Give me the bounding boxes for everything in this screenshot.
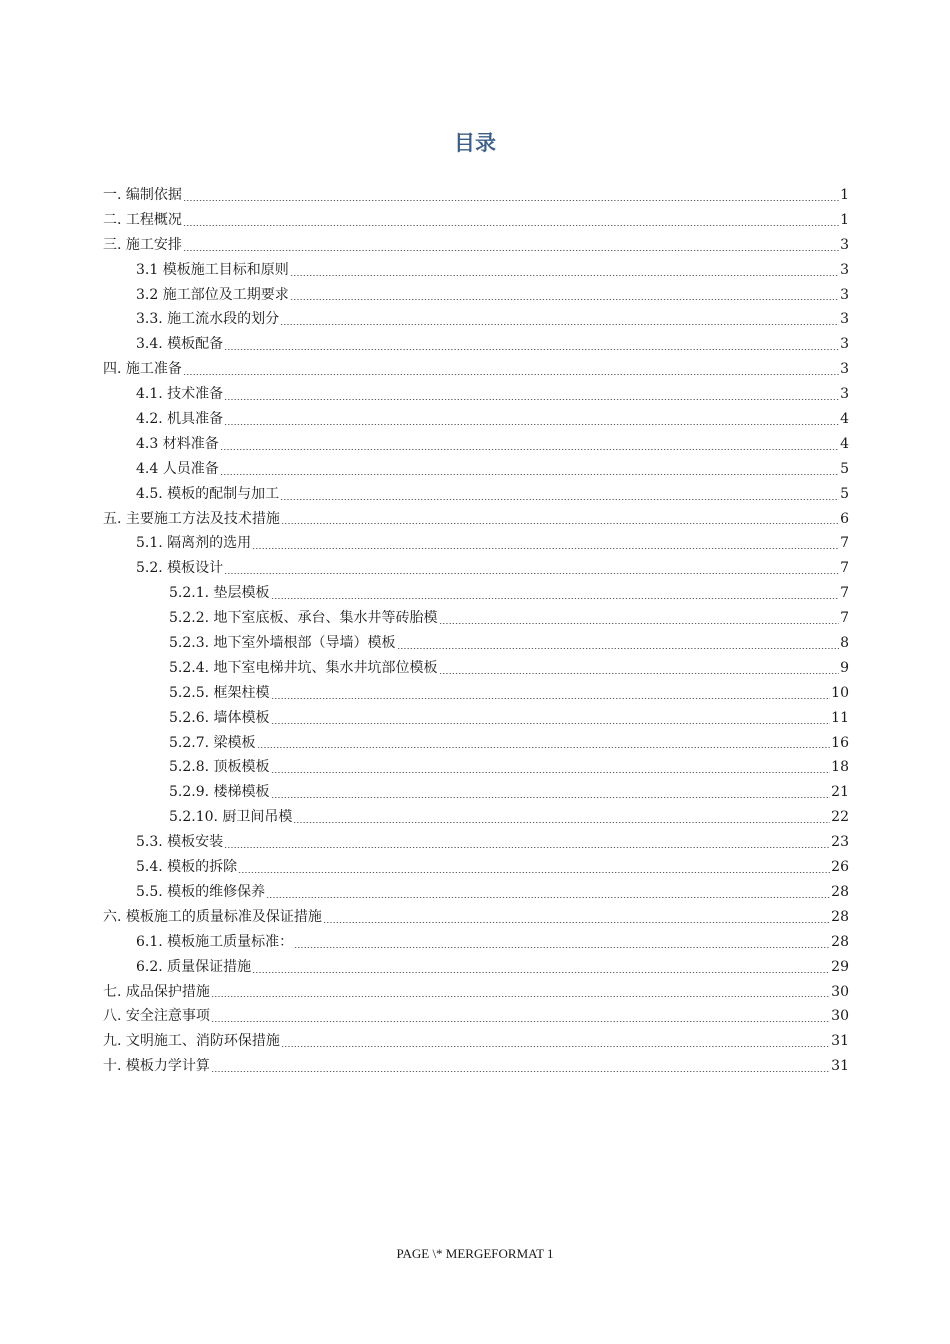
toc-entry-page-number: 30	[831, 983, 849, 1000]
toc-dot-leader	[257, 747, 831, 748]
toc-dot-leader	[439, 623, 840, 624]
toc-dot-leader	[281, 1046, 830, 1047]
toc-entry[interactable]	[103, 332, 849, 357]
toc-dot-leader	[281, 523, 839, 524]
toc-dot-leader	[252, 548, 839, 549]
toc-dot-leader	[224, 847, 830, 848]
toc-entry-page-number: 1	[840, 187, 849, 203]
toc-entry[interactable]	[103, 780, 849, 805]
toc-entry-label: 5.2.8. 顶板模板	[169, 759, 270, 776]
toc-entry-label: 八. 安全注意事项	[103, 1008, 210, 1025]
toc-entry-label: 5.1. 隔离剂的选用	[136, 535, 252, 552]
toc-dot-leader	[293, 822, 830, 823]
toc-dot-leader	[224, 573, 839, 574]
toc-entry[interactable]	[103, 556, 849, 581]
toc-entry-label: 4.5. 模板的配制与加工	[136, 485, 280, 502]
toc-entry-page-number: 5	[840, 485, 849, 502]
toc-entry[interactable]	[103, 382, 849, 407]
toc-entry-label: 十. 模板力学计算	[103, 1058, 210, 1075]
toc-entry-page-number: 16	[831, 734, 849, 751]
toc-dot-leader	[183, 200, 839, 201]
toc-entry-page-number: 28	[831, 883, 849, 900]
toc-entry-page-number: 3	[840, 286, 849, 303]
toc-dot-leader	[271, 698, 831, 699]
toc-entry[interactable]	[103, 307, 849, 332]
toc-dot-leader	[323, 922, 830, 923]
toc-entry-label: 一. 编制依据	[103, 187, 182, 203]
toc-entry[interactable]	[103, 830, 849, 855]
toc-entry[interactable]	[103, 233, 849, 258]
toc-dot-leader	[290, 275, 839, 276]
toc-entry-label: 5.2.2. 地下室底板、承台、集水井等砖胎模	[169, 610, 438, 627]
toc-entry-label: 6.1. 模板施工质量标准：	[136, 933, 294, 950]
toc-entry-label: 5.2.7. 梁模板	[169, 734, 256, 751]
toc-entry-page-number: 6	[840, 510, 849, 527]
toc-entry[interactable]	[103, 955, 849, 980]
toc-entry-page-number: 22	[831, 809, 849, 826]
toc-dot-leader	[271, 598, 840, 599]
toc-entry-label: 5.3. 模板安装	[136, 834, 224, 851]
toc-entry-label: 5.4. 模板的拆除	[136, 859, 238, 876]
toc-dot-leader	[211, 1071, 830, 1072]
toc-entry-page-number: 26	[831, 859, 849, 876]
toc-entry-page-number: 30	[831, 1008, 849, 1025]
toc-entry-page-number: 18	[831, 759, 849, 776]
toc-dot-leader	[271, 797, 831, 798]
toc-entry[interactable]	[103, 581, 849, 606]
toc-dot-leader	[280, 324, 839, 325]
toc-entry[interactable]	[103, 407, 849, 432]
toc-entry-page-number: 31	[831, 1033, 849, 1050]
toc-entry-page-number: 21	[831, 784, 849, 801]
toc-entry[interactable]	[103, 656, 849, 681]
toc-dot-leader	[224, 399, 839, 400]
toc-entry[interactable]	[103, 432, 849, 457]
toc-entry-page-number: 4	[840, 411, 849, 428]
toc-entry[interactable]	[103, 606, 849, 631]
toc-dot-leader	[211, 1021, 830, 1022]
toc-dot-leader	[183, 374, 839, 375]
toc-dot-leader	[183, 250, 839, 251]
toc-entry[interactable]	[103, 258, 849, 283]
toc-entry-page-number: 3	[840, 386, 849, 403]
toc-entry[interactable]	[103, 531, 849, 556]
toc-dot-leader	[280, 499, 839, 500]
toc-entry[interactable]	[103, 980, 849, 1005]
toc-entry[interactable]	[103, 183, 849, 208]
toc-entry-page-number: 4	[840, 435, 849, 452]
toc-entry-page-number: 5	[840, 460, 849, 477]
toc-entry-page-number: 3	[840, 311, 849, 328]
toc-entry-label: 5.2.6. 墙体模板	[169, 709, 270, 726]
toc-entry-page-number: 29	[831, 958, 849, 975]
toc-entry-label: 3.3. 施工流水段的划分	[136, 311, 280, 328]
toc-dot-leader	[294, 947, 830, 948]
toc-entry[interactable]	[103, 482, 849, 507]
toc-dot-leader	[271, 723, 831, 724]
toc-entry[interactable]	[103, 357, 849, 382]
toc-entry-label: 3.4. 模板配备	[136, 336, 224, 353]
toc-dot-leader	[290, 299, 839, 300]
page-footer: PAGE \* MERGEFORMAT 1	[396, 1246, 554, 1261]
toc-dot-leader	[238, 872, 830, 873]
toc-entry-page-number: 9	[840, 659, 849, 676]
toc-entry-label: 二. 工程概况	[103, 211, 182, 228]
toc-entry[interactable]	[103, 1029, 849, 1054]
toc-entry-page-number: 11	[831, 709, 849, 726]
toc-entry[interactable]	[103, 283, 849, 308]
toc-entry-page-number: 28	[831, 908, 849, 925]
toc-entry[interactable]	[103, 880, 849, 905]
toc-entry-label: 5.2.10. 厨卫间吊模	[169, 809, 293, 826]
toc-entry-label: 5.2. 模板设计	[136, 560, 224, 577]
toc-entry-page-number: 28	[831, 933, 849, 950]
toc-entry-label: 3.2 施工部位及工期要求	[136, 286, 289, 303]
toc-entry-label: 4.3 材料准备	[136, 435, 219, 452]
toc-entry-label: 3.1 模板施工目标和原则	[136, 261, 289, 278]
toc-entry[interactable]	[103, 507, 849, 532]
toc-entry-label: 九. 文明施工、消防环保措施	[103, 1033, 280, 1050]
toc-dot-leader	[397, 648, 840, 649]
toc-entry[interactable]	[103, 457, 849, 482]
toc-dot-leader	[439, 673, 840, 674]
toc-entry-page-number: 8	[840, 635, 849, 652]
toc-entry-label: 5.5. 模板的维修保养	[136, 883, 266, 900]
toc-dot-leader	[266, 897, 830, 898]
toc-dot-leader	[252, 972, 830, 973]
toc-entry-page-number: 1	[840, 211, 849, 228]
toc-dot-leader	[183, 225, 839, 226]
toc-entry-label: 6.2. 质量保证措施	[136, 958, 252, 975]
toc-entry-page-number: 31	[831, 1058, 849, 1075]
toc-dot-leader	[220, 474, 839, 475]
toc-entry-page-number: 10	[831, 684, 849, 701]
toc-entry[interactable]	[103, 706, 849, 731]
toc-entry[interactable]	[103, 755, 849, 780]
toc-entry[interactable]	[103, 805, 849, 830]
toc-entry-page-number: 7	[840, 535, 849, 552]
toc-entry[interactable]	[103, 1054, 849, 1079]
toc-entry[interactable]	[103, 855, 849, 880]
toc-entry-page-number: 7	[840, 585, 849, 602]
toc-entry-label: 5.2.9. 楼梯模板	[169, 784, 270, 801]
toc-entry-page-number: 7	[840, 610, 849, 627]
toc-entry-page-number: 3	[840, 261, 849, 278]
toc-entry[interactable]	[103, 208, 849, 233]
toc-entry-page-number: 3	[840, 236, 849, 253]
toc-entry-page-number: 23	[831, 834, 849, 851]
toc-entry-label: 5.2.3. 地下室外墙根部（导墙）模板	[169, 635, 396, 652]
toc-entry-label: 五. 主要施工方法及技术措施	[103, 510, 280, 527]
toc-title: 目录	[454, 131, 496, 155]
toc-entry-label: 七. 成品保护措施	[103, 983, 210, 1000]
toc-entry[interactable]	[103, 930, 849, 955]
toc-dot-leader	[224, 424, 839, 425]
toc-entry[interactable]	[103, 731, 849, 756]
toc-dot-leader	[220, 449, 839, 450]
toc-entry-label: 4.1. 技术准备	[136, 386, 224, 403]
toc-list	[103, 183, 849, 1079]
toc-entry-label: 5.2.5. 框架柱模	[169, 684, 270, 701]
toc-dot-leader	[271, 772, 831, 773]
toc-entry[interactable]	[103, 631, 849, 656]
toc-dot-leader	[211, 996, 830, 997]
toc-entry[interactable]	[103, 1004, 849, 1029]
toc-entry-page-number: 3	[840, 361, 849, 378]
toc-entry-label: 5.2.1. 垫层模板	[169, 585, 270, 602]
toc-entry-label: 5.2.4. 地下室电梯井坑、集水井坑部位模板	[169, 659, 438, 676]
toc-entry[interactable]	[103, 905, 849, 930]
toc-entry-label: 六. 模板施工的质量标准及保证措施	[103, 908, 322, 925]
toc-dot-leader	[224, 349, 839, 350]
toc-entry-label: 三. 施工安排	[103, 236, 182, 253]
toc-entry-label: 4.4 人员准备	[136, 460, 219, 477]
toc-entry-label: 四. 施工准备	[103, 361, 182, 378]
toc-entry-page-number: 3	[840, 336, 849, 353]
toc-entry-page-number: 7	[840, 560, 849, 577]
toc-entry-label: 4.2. 机具准备	[136, 411, 224, 428]
toc-entry[interactable]	[103, 681, 849, 706]
